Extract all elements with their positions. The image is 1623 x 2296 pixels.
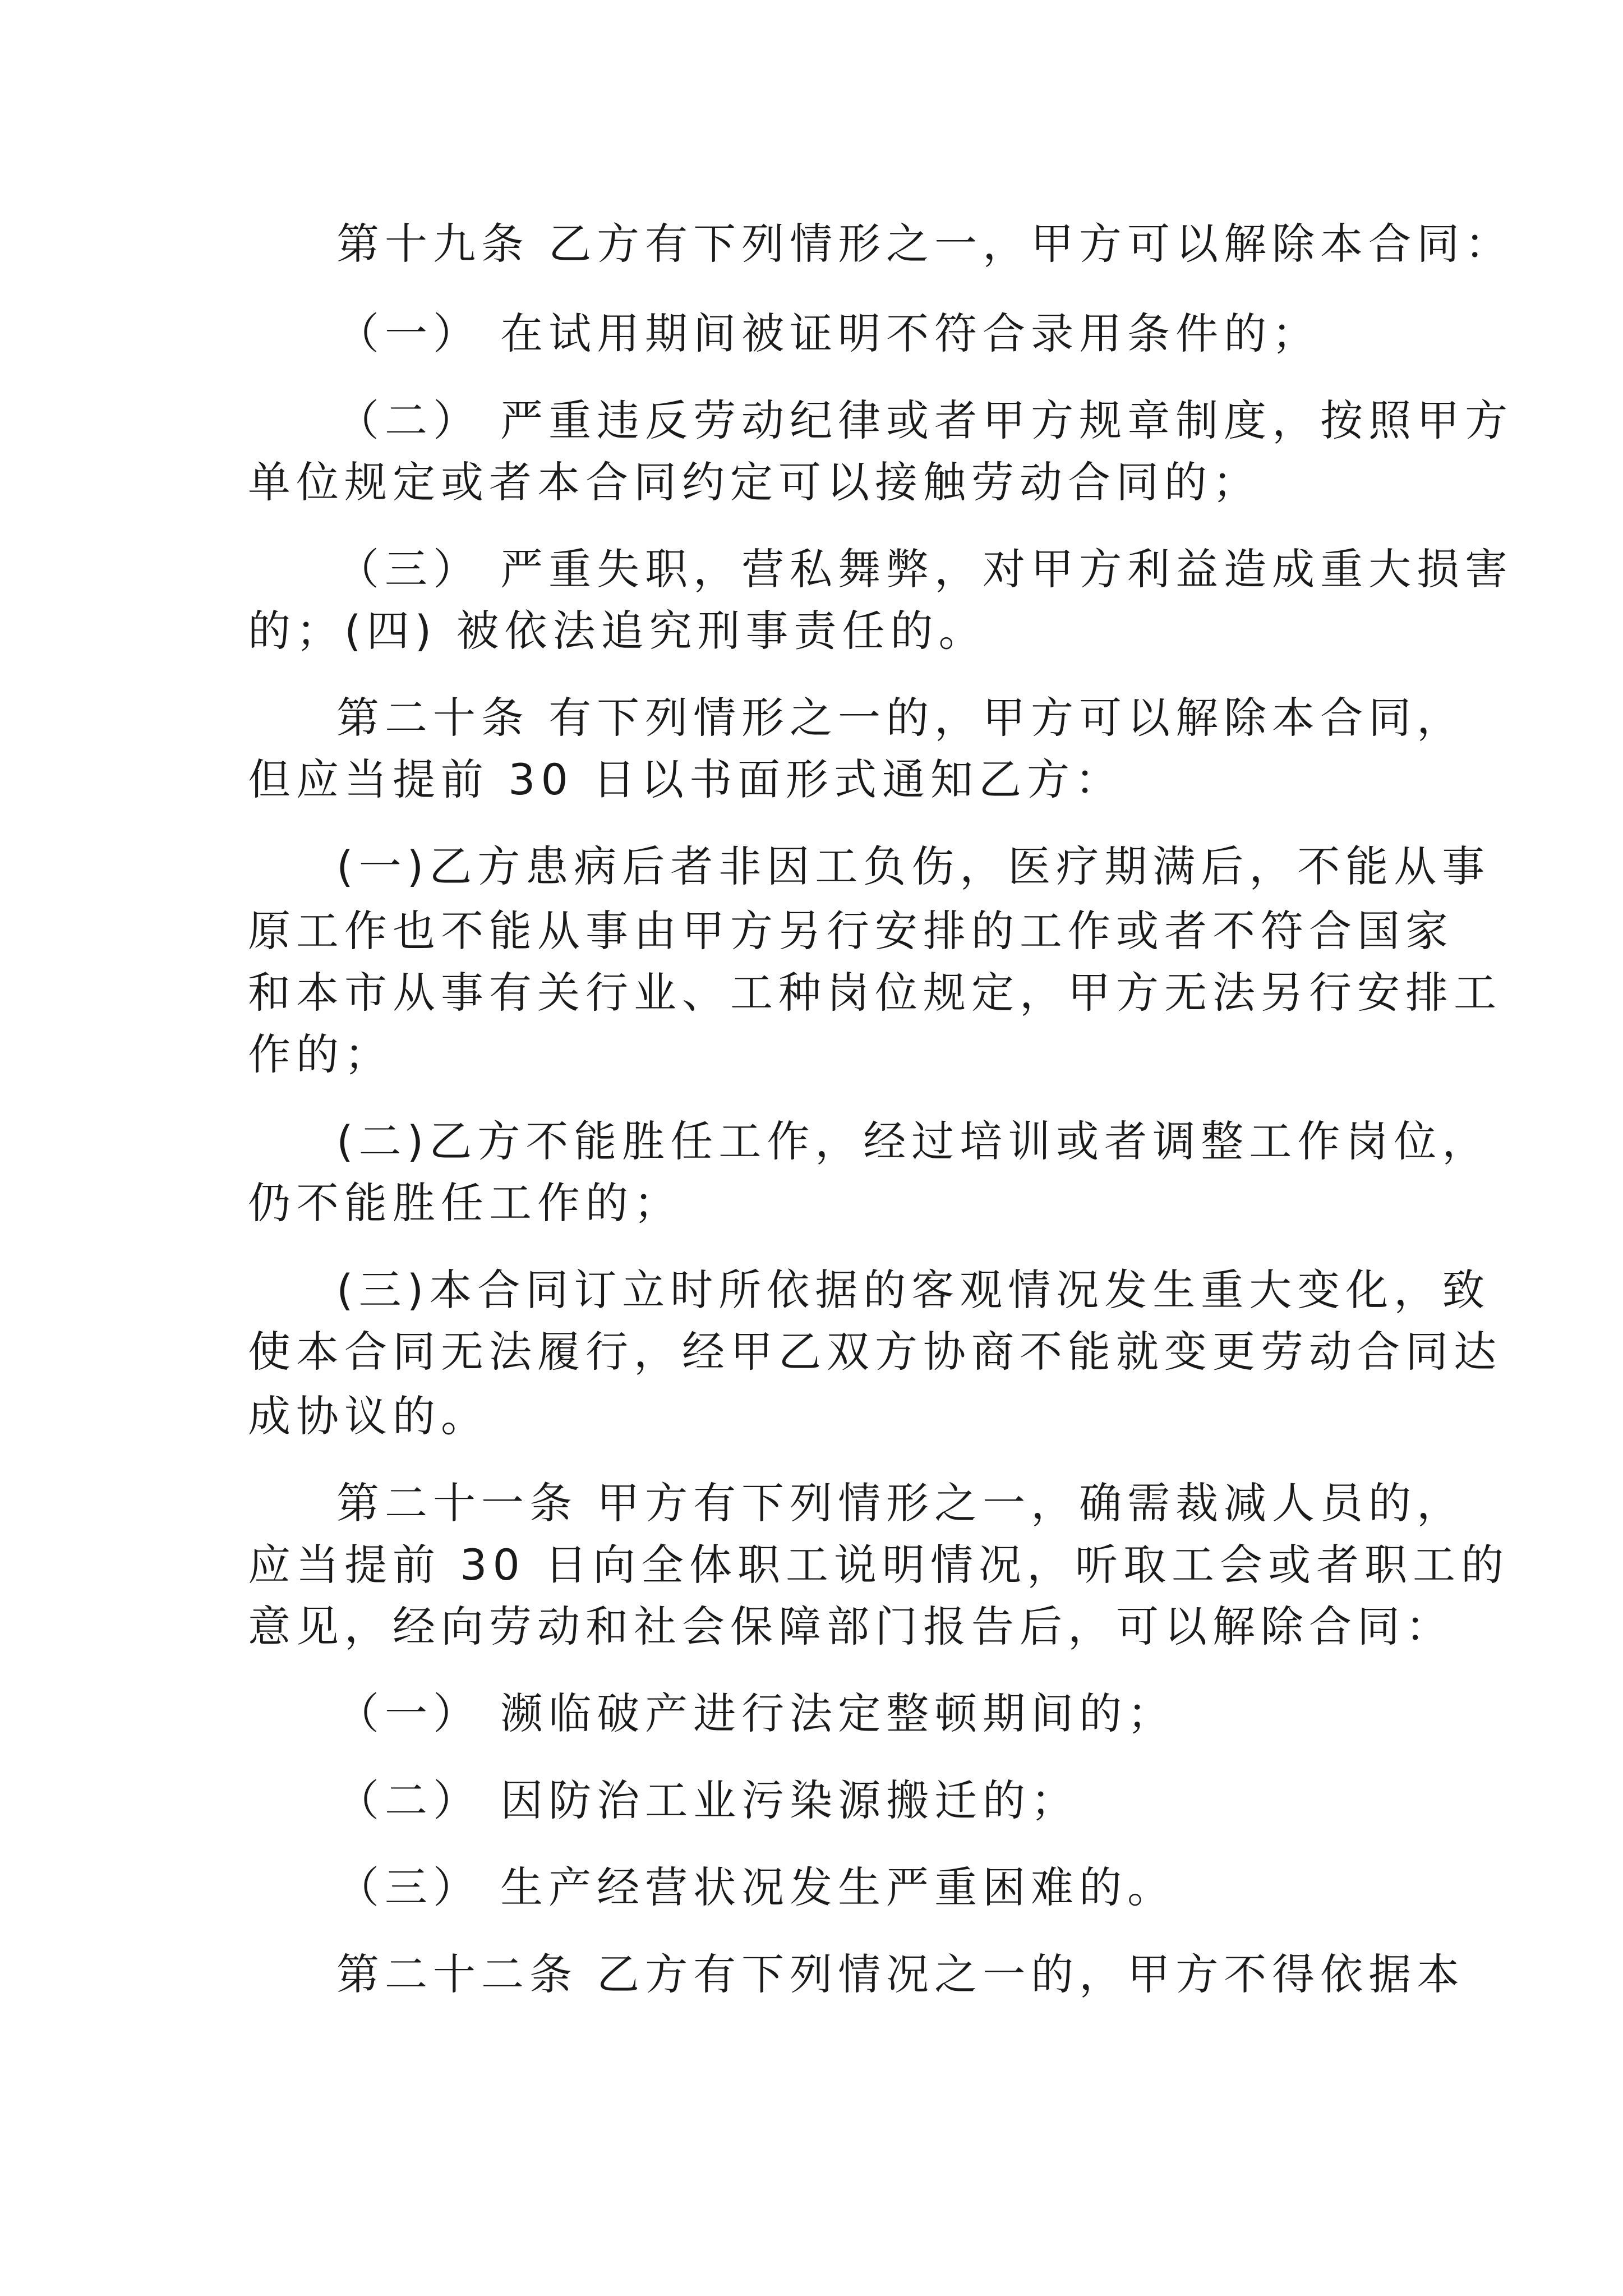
article-22-heading: 第二十二条 乙方有下列情况之一的，甲方不得依据本	[336, 1949, 1465, 1999]
article-21-item-1: （一） 濒临破产进行法定整顿期间的；	[336, 1688, 1176, 1738]
article-20-item-3-cont-2: 成协议的。	[248, 1391, 489, 1441]
article-19-item-2: （二） 严重违反劳动纪律或者甲方规章制度，按照甲方	[336, 395, 1514, 445]
article-20-item-1-cont-3: 作的；	[248, 1029, 393, 1079]
article-19-heading: 第十九条 乙方有下列情形之一，甲方可以解除本合同：	[336, 219, 1514, 269]
article-21-heading: 第二十一条 甲方有下列情形之一，确需裁减人员的，	[336, 1478, 1465, 1528]
article-20-heading: 第二十条 有下列情形之一的，甲方可以解除本合同，	[336, 693, 1465, 743]
article-20-item-3-cont-1: 使本合同无法履行，经甲乙双方协商不能就变更劳动合同达	[248, 1327, 1502, 1377]
article-21-item-2: （二） 因防治工业污染源搬迁的；	[336, 1775, 1080, 1825]
article-20-item-2-cont: 仍不能胜任工作的；	[248, 1178, 682, 1228]
article-19-item-3: （三） 严重失职，营私舞弊，对甲方利益造成重大损害	[336, 544, 1514, 594]
article-20-item-2: (二)乙方不能胜任工作，经过培训或者调整工作岗位，	[336, 1116, 1491, 1166]
article-20-item-1-cont-1: 原工作也不能从事由甲方另行安排的工作或者不符合国家	[248, 906, 1454, 956]
article-20-item-1-cont-2: 和本市从事有关行业、工种岗位规定，甲方无法另行安排工	[248, 968, 1502, 1018]
article-21-item-3: （三） 生产经营状况发生严重困难的。	[336, 1862, 1176, 1912]
article-21-heading-cont-1: 应当提前 30 日向全体职工说明情况，听取工会或者职工的	[248, 1540, 1510, 1590]
article-20-heading-cont: 但应当提前 30 日以书面形式通知乙方：	[248, 754, 1124, 804]
article-19-item-1: （一） 在试用期间被证明不符合录用条件的；	[336, 309, 1321, 358]
article-20-item-3: (三)本合同订立时所依据的客观情况发生重大变化，致	[336, 1265, 1491, 1315]
article-20-item-1: (一)乙方患病后者非因工负伤，医疗期满后，不能从事	[336, 841, 1491, 891]
article-19-item-3-cont: 的；(四) 被依法追究刑事责任的。	[248, 606, 987, 656]
article-19-item-2-cont: 单位规定或者本合同约定可以接触劳动合同的；	[248, 457, 1261, 507]
article-21-heading-cont-2: 意见，经向劳动和社会保障部门报告后，可以解除合同：	[248, 1602, 1454, 1651]
